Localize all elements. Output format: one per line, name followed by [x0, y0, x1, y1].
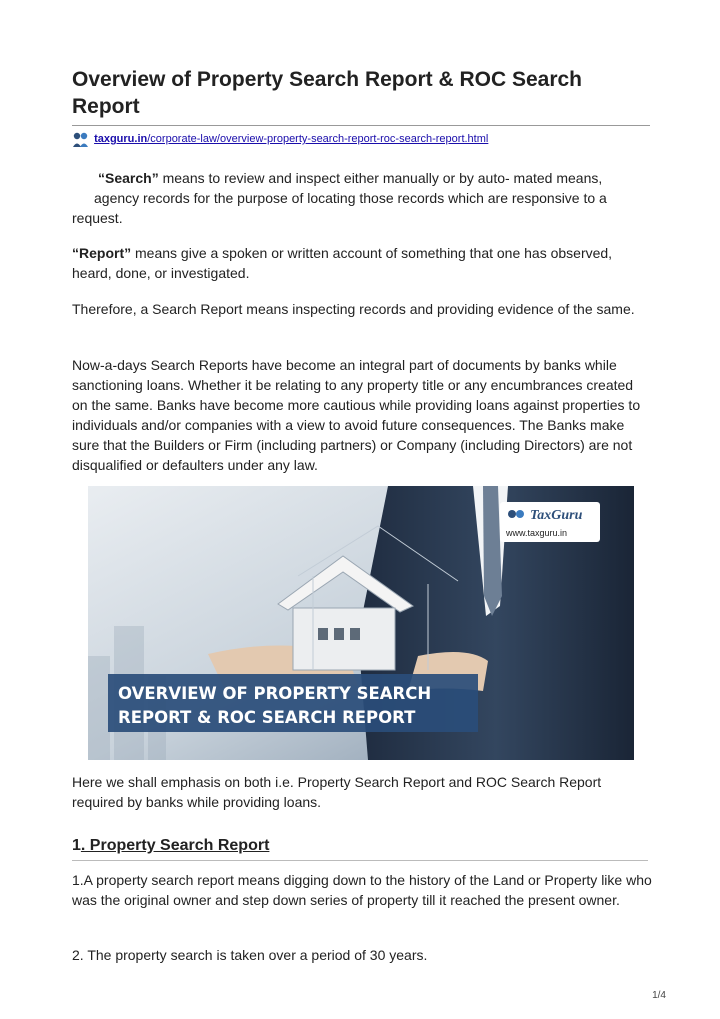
- search-term: “Search”: [98, 170, 159, 186]
- section-1-heading: [72, 836, 269, 856]
- banner-line1: OVERVIEW OF PROPERTY SEARCH: [118, 684, 432, 703]
- hero-banner: [108, 674, 478, 732]
- source-link[interactable]: [94, 133, 488, 145]
- search-definition-line2: agency records for the purpose of locating those records which are responsive to a: [94, 190, 607, 206]
- report-definition-text: means give a spoken or written account of something that one has observed, heard, done, or investigated.: [72, 245, 613, 281]
- search-definition: [72, 168, 652, 228]
- source-line: [72, 130, 488, 148]
- taxguru-logo-icon: [72, 131, 89, 148]
- therefore-paragraph: Therefore, a Search Report means inspecting records and providing evidence of the same.: [72, 301, 635, 317]
- report-definition: [72, 243, 652, 283]
- title-divider: [72, 125, 650, 126]
- search-definition-line3: request.: [72, 210, 123, 226]
- source-host: taxguru.in: [94, 133, 148, 145]
- hero-illustration: [88, 486, 634, 760]
- taxguru-brand-badge: [500, 502, 600, 542]
- source-path: /corporate-law/overview-property-search-report-roc-search-report.html: [147, 133, 489, 145]
- section-1-divider: [72, 860, 648, 861]
- brand-name: TaxGuru: [530, 508, 583, 523]
- section-1-point-1: 1.A property search report means digging down to the history of the Land or Property like who was the original owner and step down series of property till it reached the present owner.: [72, 872, 652, 908]
- report-term: “Report”: [72, 245, 132, 261]
- search-definition-line1: means to review and inspect either manually or by auto- mated means,: [158, 170, 603, 186]
- section-1-number: 1: [72, 837, 81, 854]
- page-number: 1/4: [652, 990, 666, 1001]
- section-1-point-2: 2. The property search is taken over a period of 30 years.: [72, 947, 428, 963]
- brand-url: www.taxguru.in: [506, 528, 568, 538]
- page-title: Overview of Property Search Report & ROC Search Report: [72, 68, 582, 118]
- banner-line2: REPORT & ROC SEARCH REPORT: [118, 708, 416, 727]
- emphasis-paragraph: Here we shall emphasis on both i.e. Property Search Report and ROC Search Report required by banks while providing loans.: [72, 774, 602, 810]
- hero-image: [88, 486, 634, 760]
- section-1-title: . Property Search Report: [80, 837, 270, 854]
- nowadays-paragraph: Now-a-days Search Reports have become an integral part of documents by banks while sanctioning loans. Whether it be relating to any property title or any encumbrances created on the same. Banks have become more cautious while providing loans against properties to individuals and/or companies with a view to avoid future consequences. The Banks make sure that the Builders or Firm (including partners) or Company (including Directors) are not disqualified or defaulters under any law.: [72, 357, 641, 473]
